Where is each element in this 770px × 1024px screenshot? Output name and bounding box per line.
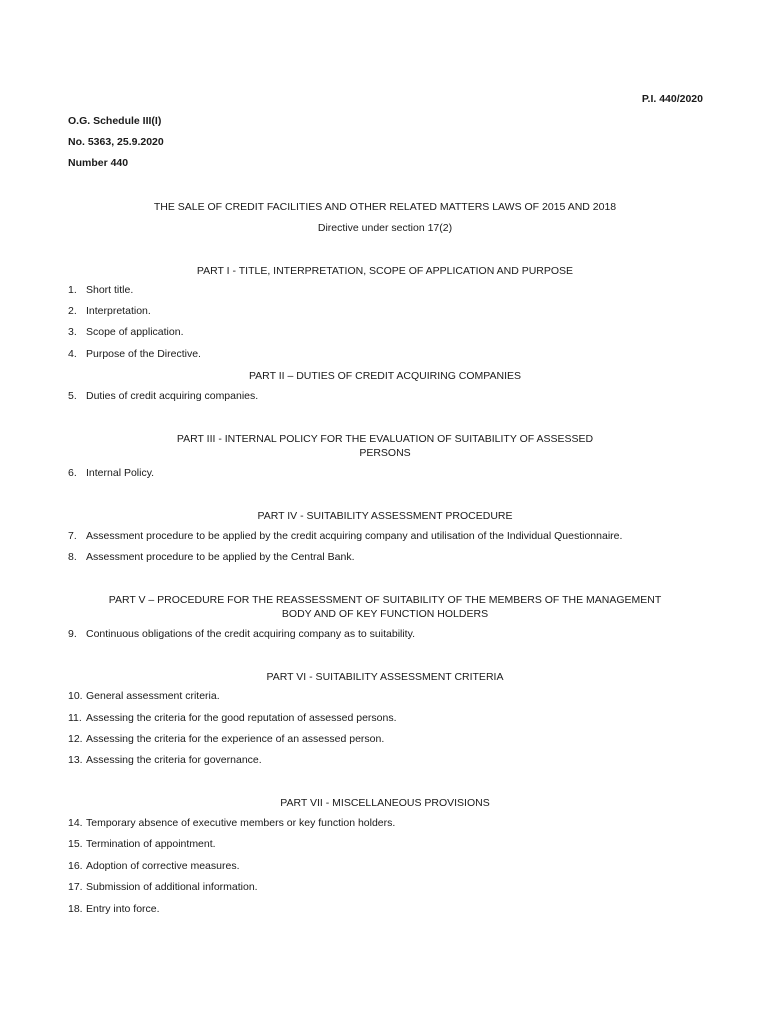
item-text: Short title. [86, 284, 134, 296]
part-heading: PART II – DUTIES OF CREDIT ACQUIRING COMPANIES [248, 370, 522, 382]
item-number: 5. [68, 390, 77, 402]
list-item [68, 551, 355, 563]
list-item [68, 817, 395, 829]
item-text: Assessing the criteria for governance. [86, 754, 262, 766]
part-heading [68, 593, 702, 621]
list-item [68, 903, 160, 915]
list-item [68, 838, 216, 850]
document-reference: P.I. 440/2020 [641, 93, 703, 105]
item-number: 10. [68, 690, 83, 702]
list-item [68, 530, 622, 542]
item-number: 11. [68, 712, 82, 724]
document-title: THE SALE OF CREDIT FACILITIES AND OTHER RELATED MATTERS LAWS OF 2015 AND 2018 [153, 201, 617, 213]
item-number: 7. [68, 530, 77, 542]
part-heading: PART VI - SUITABILITY ASSESSMENT CRITERIA [266, 671, 504, 683]
part-heading [68, 432, 702, 460]
list-item [68, 305, 151, 317]
item-number: 1. [68, 284, 77, 296]
item-text: Continuous obligations of the credit acquiring company as to suitability. [86, 628, 415, 640]
part-heading-line: BODY AND OF KEY FUNCTION HOLDERS [281, 608, 489, 620]
part-heading-line: PART V – PROCEDURE FOR THE REASSESSMENT OF SUITABILITY OF THE MEMBERS OF THE MANAGEMENT [108, 594, 662, 606]
part-heading: PART I - TITLE, INTERPRETATION, SCOPE OF APPLICATION AND PURPOSE [196, 265, 574, 277]
item-number: 17. [68, 881, 83, 893]
list-item [68, 881, 258, 893]
item-text: Assessment procedure to be applied by the Central Bank. [86, 551, 355, 563]
item-number: 15. [68, 838, 83, 850]
item-text: Purpose of the Directive. [86, 348, 201, 360]
item-text: Interpretation. [86, 305, 151, 317]
list-item [68, 690, 220, 702]
list-item [68, 326, 183, 338]
list-item [68, 628, 415, 640]
list-item [68, 467, 154, 479]
list-item [68, 348, 201, 360]
list-item [68, 284, 133, 296]
part-heading-line: PERSONS [359, 447, 411, 459]
item-text: Duties of credit acquiring companies. [86, 390, 259, 402]
item-number: 2. [68, 305, 77, 317]
item-number: 4. [68, 348, 77, 360]
item-text: Entry into force. [86, 903, 160, 915]
part-heading-line: PART III - INTERNAL POLICY FOR THE EVALUATION OF SUITABILITY OF ASSESSED [176, 433, 594, 445]
list-item [68, 860, 240, 872]
document-subtitle: Directive under section 17(2) [317, 222, 453, 234]
item-text: Submission of additional information. [86, 881, 258, 893]
list-item [68, 390, 258, 402]
item-number: 6. [68, 467, 77, 479]
list-item [68, 754, 262, 766]
item-text: Assessment procedure to be applied by the credit acquiring company and utilisation of the Individual Questionnaire. [86, 530, 623, 542]
directive-number: Number 440 [68, 157, 129, 169]
part-heading: PART IV - SUITABILITY ASSESSMENT PROCEDURE [257, 510, 513, 522]
list-item [68, 733, 384, 745]
item-text: General assessment criteria. [86, 690, 220, 702]
item-text: Adoption of corrective measures. [86, 860, 240, 872]
item-number: 13. [68, 754, 83, 766]
gazette-schedule: O.G. Schedule III(I) [68, 115, 162, 127]
item-text: Temporary absence of executive members or key function holders. [86, 817, 396, 829]
item-text: Scope of application. [86, 326, 184, 338]
item-number: 9. [68, 628, 77, 640]
item-number: 14. [68, 817, 83, 829]
item-number: 12. [68, 733, 83, 745]
item-text: Termination of appointment. [86, 838, 216, 850]
item-number: 16. [68, 860, 83, 872]
part-heading: PART VII - MISCELLANEOUS PROVISIONS [280, 797, 490, 809]
item-number: 3. [68, 326, 77, 338]
item-number: 18. [68, 903, 83, 915]
item-number: 8. [68, 551, 77, 563]
item-text: Assessing the criteria for the good reputation of assessed persons. [86, 712, 397, 724]
item-text: Assessing the criteria for the experience of an assessed person. [86, 733, 385, 745]
item-text: Internal Policy. [86, 467, 155, 479]
gazette-issue: No. 5363, 25.9.2020 [68, 136, 164, 148]
list-item [68, 712, 397, 724]
